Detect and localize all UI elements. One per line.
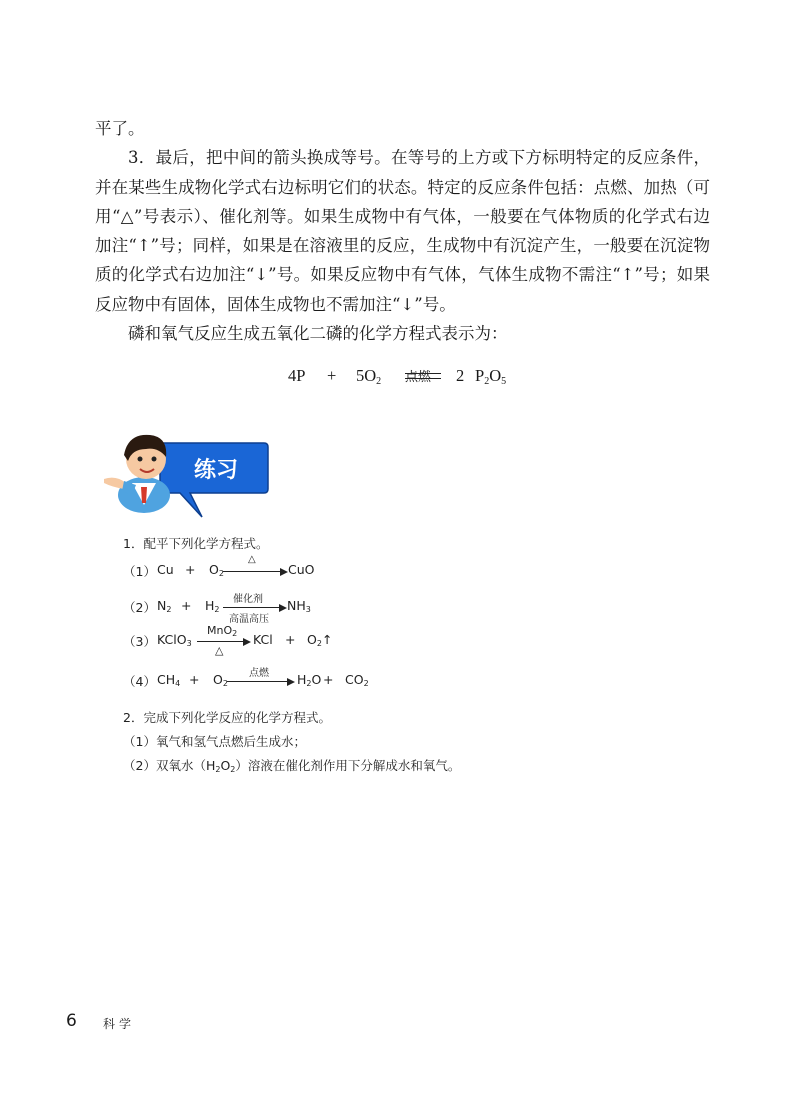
equation-1: （1） Cu + $O_2$ △ CuO xyxy=(123,554,315,579)
paragraph-continuation: 平了。 xyxy=(95,119,145,138)
question-1-title: 1．配平下列化学方程式。 xyxy=(123,536,269,551)
equals-sign xyxy=(405,373,441,379)
paragraph-phosphorus-intro: 磷和氧气反应生成五氧化二磷的化学方程式表示为： xyxy=(128,324,508,344)
equation-4: （4） $CH_4$ + $O_2$ 点燃 $H_2O$ + $CO_2$ xyxy=(123,668,369,689)
equation-2: （2） $N_2$ + $H_2$ 催化剂 高温高压 $NH_3$ xyxy=(123,594,311,625)
exercise-label: 练习 xyxy=(194,458,239,483)
condition-ignite: 点燃 xyxy=(405,370,432,385)
question-2-title: 2．完成下列化学反应的化学方程式。 xyxy=(123,710,331,725)
question-2-item-2: （2）双氧水$(H_2O_2)$溶液在催化剂作用下分解成水和氧气。 xyxy=(123,758,461,774)
plus-sign: + xyxy=(327,366,337,385)
subject-label: 科学 xyxy=(103,1017,136,1031)
question-2-item-1: （1）氧气和氢气点燃后生成水； xyxy=(123,734,306,749)
exercise-badge xyxy=(98,425,273,520)
reactant-phosphorus: 4P xyxy=(288,366,306,385)
body-text xyxy=(95,114,710,348)
page-number: 6 xyxy=(66,1011,77,1031)
reaction-arrow xyxy=(223,607,285,608)
paragraph-step-3: 3．最后，把中间的箭头换成等号。在等号的上方或下方标明特定的反应条件，并在某些生成物化学式右边标明它们的状态。特定的反应条件包括：点燃、加热（可用“△”号表示）、催化剂等。如果生成物中有气体，一般要在气体物质的化学式右边加注“↑”号；同样，如果是在溶液里的反应，生成物中有沉淀产生，一般要在沉淀物质的化学式右边加注“↓”号。如果反应物中有气体，气体生成物不需注“↑”号；如果反应物中有固体，固体生成物也不需加注“↓”号。 xyxy=(95,148,710,314)
reaction-arrow xyxy=(227,681,293,682)
product-p2o5: $P_2O_5$ xyxy=(475,366,507,387)
product-coefficient: 2 xyxy=(456,366,465,385)
reactant-oxygen: $5O_2$ xyxy=(356,366,382,387)
reaction-arrow xyxy=(197,641,249,642)
reaction-arrow xyxy=(223,571,286,572)
phosphorus-equation xyxy=(0,360,800,410)
equation-3: （3） KClO$_3$ MnO$_2$ △ KCl + $O_2↑$ xyxy=(123,624,333,657)
